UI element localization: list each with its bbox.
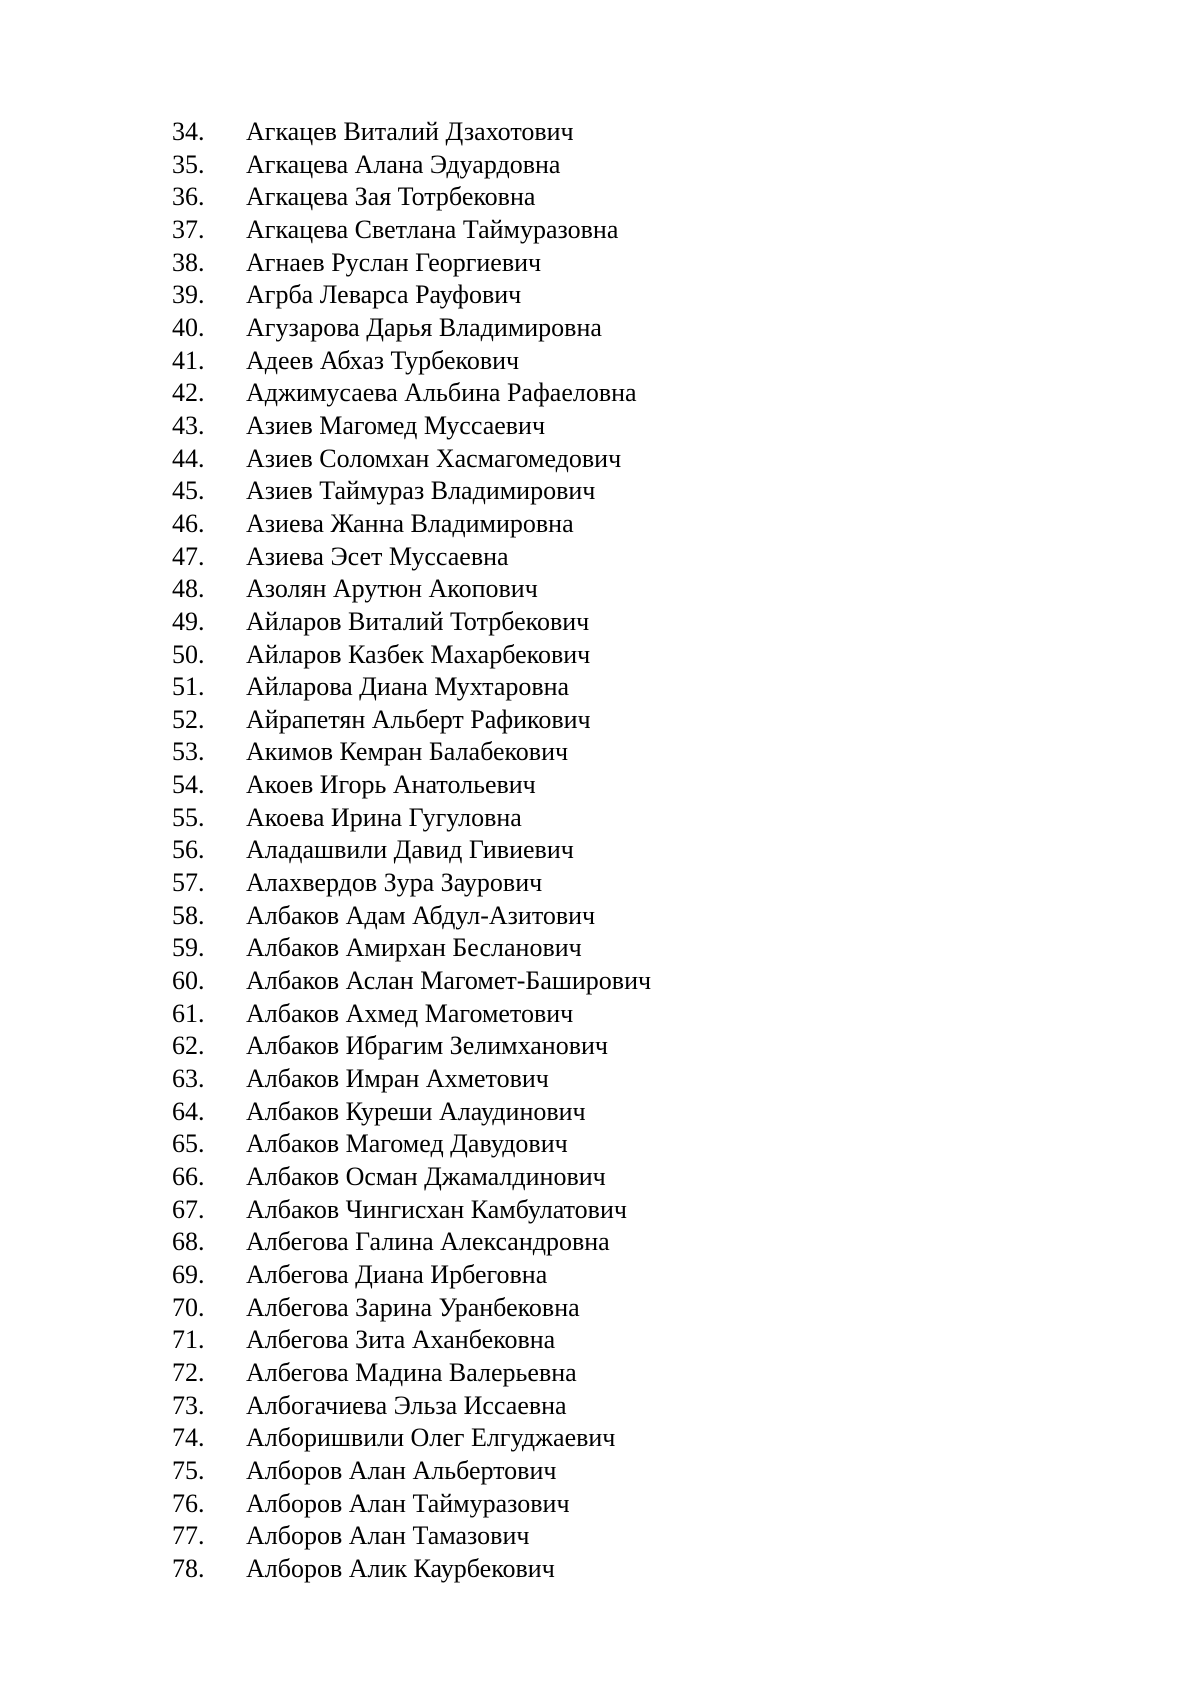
list-item-number: 77. xyxy=(172,1521,205,1551)
list-item-number: 70. xyxy=(172,1292,205,1322)
list-item-name: Акимов Кемран Балабекович xyxy=(246,737,569,767)
list-item-name: Аладашвили Давид Гивиевич xyxy=(246,835,574,865)
list-item-name: Аджимусаева Альбина Рафаеловна xyxy=(246,378,637,408)
list-item-name: Айларов Казбек Махарбекович xyxy=(246,639,591,669)
list-item-name: Агкацева Светлана Таймуразовна xyxy=(246,214,619,244)
list-item-number: 51. xyxy=(172,672,205,702)
list-item-number: 64. xyxy=(172,1096,205,1126)
list-item-number: 59. xyxy=(172,933,205,963)
list-item-number: 60. xyxy=(172,966,205,996)
list-item xyxy=(172,769,651,802)
list-item-name: Алборов Алан Альбертович xyxy=(246,1455,557,1485)
list-item-name: Акоев Игорь Анатольевич xyxy=(246,770,536,800)
list-item-number: 69. xyxy=(172,1259,205,1289)
list-item xyxy=(172,1357,651,1390)
list-item-number: 35. xyxy=(172,149,205,179)
list-item-number: 38. xyxy=(172,247,205,277)
list-item-number: 48. xyxy=(172,574,205,604)
list-item-name: Албаков Ахмед Магометович xyxy=(246,998,574,1028)
list-item-name: Айларова Диана Мухтаровна xyxy=(246,672,570,702)
list-item xyxy=(172,214,651,247)
list-item-number: 65. xyxy=(172,1129,205,1159)
list-item-number: 50. xyxy=(172,639,205,669)
list-item-name: Албаков Ибрагим Зелимханович xyxy=(246,1031,608,1061)
list-item xyxy=(172,1292,651,1325)
list-item xyxy=(172,900,651,933)
list-item-number: 37. xyxy=(172,214,205,244)
list-item-number: 41. xyxy=(172,345,205,375)
list-item xyxy=(172,1390,651,1423)
list-item-number: 46. xyxy=(172,508,205,538)
list-item xyxy=(172,736,651,769)
list-item xyxy=(172,377,651,410)
list-item-number: 68. xyxy=(172,1227,205,1257)
list-item-name: Албаков Магомед Давудович xyxy=(246,1129,568,1159)
list-item-name: Агкацева Алана Эдуардовна xyxy=(246,149,561,179)
list-item xyxy=(172,965,651,998)
list-item xyxy=(172,1226,651,1259)
list-item xyxy=(172,1161,651,1194)
list-item-name: Албаков Амирхан Бесланович xyxy=(246,933,582,963)
list-item-number: 66. xyxy=(172,1162,205,1191)
name-list xyxy=(172,116,651,1586)
list-item xyxy=(172,1520,651,1553)
list-item-number: 43. xyxy=(172,410,205,440)
list-item-number: 52. xyxy=(172,704,205,734)
list-item xyxy=(172,704,651,737)
list-item-number: 61. xyxy=(172,998,205,1028)
list-item-name: Агкацев Виталий Дзахотович xyxy=(246,117,574,146)
list-item-name: Агнаев Руслан Георгиевич xyxy=(246,247,542,277)
list-item xyxy=(172,1194,651,1227)
list-item-number: 53. xyxy=(172,737,205,767)
list-item-name: Агрба Леварса Рауфович xyxy=(246,280,522,310)
list-item-number: 56. xyxy=(172,835,205,865)
list-item-name: Албегова Зита Аханбековна xyxy=(246,1325,556,1355)
list-item-number: 45. xyxy=(172,476,205,506)
list-item-name: Акоева Ирина Гугуловна xyxy=(246,802,522,832)
list-item xyxy=(172,1553,651,1586)
list-item-name: Айрапетян Альберт Рафикович xyxy=(246,704,591,734)
list-item-name: Албаков Адам Абдул-Азитович xyxy=(246,900,596,930)
list-item xyxy=(172,802,651,835)
list-item-name: Алахвердов Зура Заурович xyxy=(246,868,543,898)
list-item xyxy=(172,867,651,900)
list-item-number: 58. xyxy=(172,900,205,930)
list-item-number: 49. xyxy=(172,606,205,636)
list-item-name: Албаков Чингисхан Камбулатович xyxy=(246,1194,627,1224)
list-item xyxy=(172,541,651,574)
list-item-number: 74. xyxy=(172,1423,205,1453)
list-item-name: Албегова Мадина Валерьевна xyxy=(246,1357,577,1387)
list-item xyxy=(172,181,651,214)
list-item xyxy=(172,443,651,476)
list-item-number: 57. xyxy=(172,868,205,898)
list-item-name: Азиева Жанна Владимировна xyxy=(246,508,574,538)
list-item xyxy=(172,932,651,965)
list-item-name: Албаков Аслан Магомет-Баширович xyxy=(246,966,652,996)
list-item xyxy=(172,998,651,1031)
list-item xyxy=(172,1422,651,1455)
list-item-number: 39. xyxy=(172,280,205,310)
list-item-name: Азиев Соломхан Хасмагомедович xyxy=(246,443,622,473)
list-item-name: Алборов Алан Тамазович xyxy=(246,1521,530,1551)
list-item xyxy=(172,1455,651,1488)
list-item xyxy=(172,1259,651,1292)
list-item xyxy=(172,1488,651,1521)
list-item-number: 75. xyxy=(172,1455,205,1485)
list-item-number: 55. xyxy=(172,802,205,832)
list-item-name: Агкацева Зая Тотрбековна xyxy=(246,182,536,212)
list-item xyxy=(172,606,651,639)
list-item-name: Агузарова Дарья Владимировна xyxy=(246,312,602,342)
list-item xyxy=(172,345,651,378)
list-item xyxy=(172,1063,651,1096)
list-item-number: 78. xyxy=(172,1553,205,1583)
list-item-number: 76. xyxy=(172,1488,205,1518)
list-item xyxy=(172,1096,651,1129)
list-item xyxy=(172,573,651,606)
list-item-number: 67. xyxy=(172,1194,205,1224)
list-item-number: 54. xyxy=(172,770,205,800)
list-item-number: 63. xyxy=(172,1064,205,1094)
list-item-number: 40. xyxy=(172,312,205,342)
list-item-number: 42. xyxy=(172,378,205,408)
list-item-name: Азиев Таймураз Владимирович xyxy=(246,476,596,506)
list-item-number: 36. xyxy=(172,182,205,212)
list-item xyxy=(172,639,651,672)
list-item xyxy=(172,149,651,182)
list-item xyxy=(172,312,651,345)
list-item-name: Айларов Виталий Тотрбекович xyxy=(246,606,590,636)
list-item-name: Албегова Галина Александровна xyxy=(246,1227,610,1257)
list-item-name: Албаков Куреши Алаудинович xyxy=(246,1096,586,1126)
list-item-name: Адеев Абхаз Турбекович xyxy=(246,345,520,375)
list-item-name: Азолян Арутюн Акопович xyxy=(246,574,538,604)
list-item xyxy=(172,247,651,280)
list-item xyxy=(172,671,651,704)
list-item-number: 34. xyxy=(172,117,205,146)
list-item-name: Азиева Эсет Муссаевна xyxy=(246,541,509,571)
list-item-number: 73. xyxy=(172,1390,205,1420)
list-item xyxy=(172,279,651,312)
list-item xyxy=(172,1324,651,1357)
list-item-name: Албаков Осман Джамалдинович xyxy=(246,1162,606,1191)
list-item xyxy=(172,410,651,443)
list-item-number: 71. xyxy=(172,1325,205,1355)
list-item xyxy=(172,834,651,867)
list-item xyxy=(172,1030,651,1063)
list-item-number: 72. xyxy=(172,1357,205,1387)
list-item-name: Азиев Магомед Муссаевич xyxy=(246,410,546,440)
list-item xyxy=(172,116,651,149)
list-item-name: Албегова Диана Ирбеговна xyxy=(246,1259,548,1289)
list-item-number: 62. xyxy=(172,1031,205,1061)
list-item-name: Алборишвили Олег Елгуджаевич xyxy=(246,1423,616,1453)
list-item-name: Алборов Алан Таймуразович xyxy=(246,1488,570,1518)
list-item-name: Албогачиева Эльза Иссаевна xyxy=(246,1390,567,1420)
list-item-name: Алборов Алик Каурбекович xyxy=(246,1553,555,1583)
list-item xyxy=(172,508,651,541)
list-item-number: 47. xyxy=(172,541,205,571)
list-item xyxy=(172,475,651,508)
list-item xyxy=(172,1128,651,1161)
list-item-name: Албаков Имран Ахметович xyxy=(246,1064,549,1094)
list-item-number: 44. xyxy=(172,443,205,473)
list-item-name: Албегова Зарина Уранбековна xyxy=(246,1292,580,1322)
